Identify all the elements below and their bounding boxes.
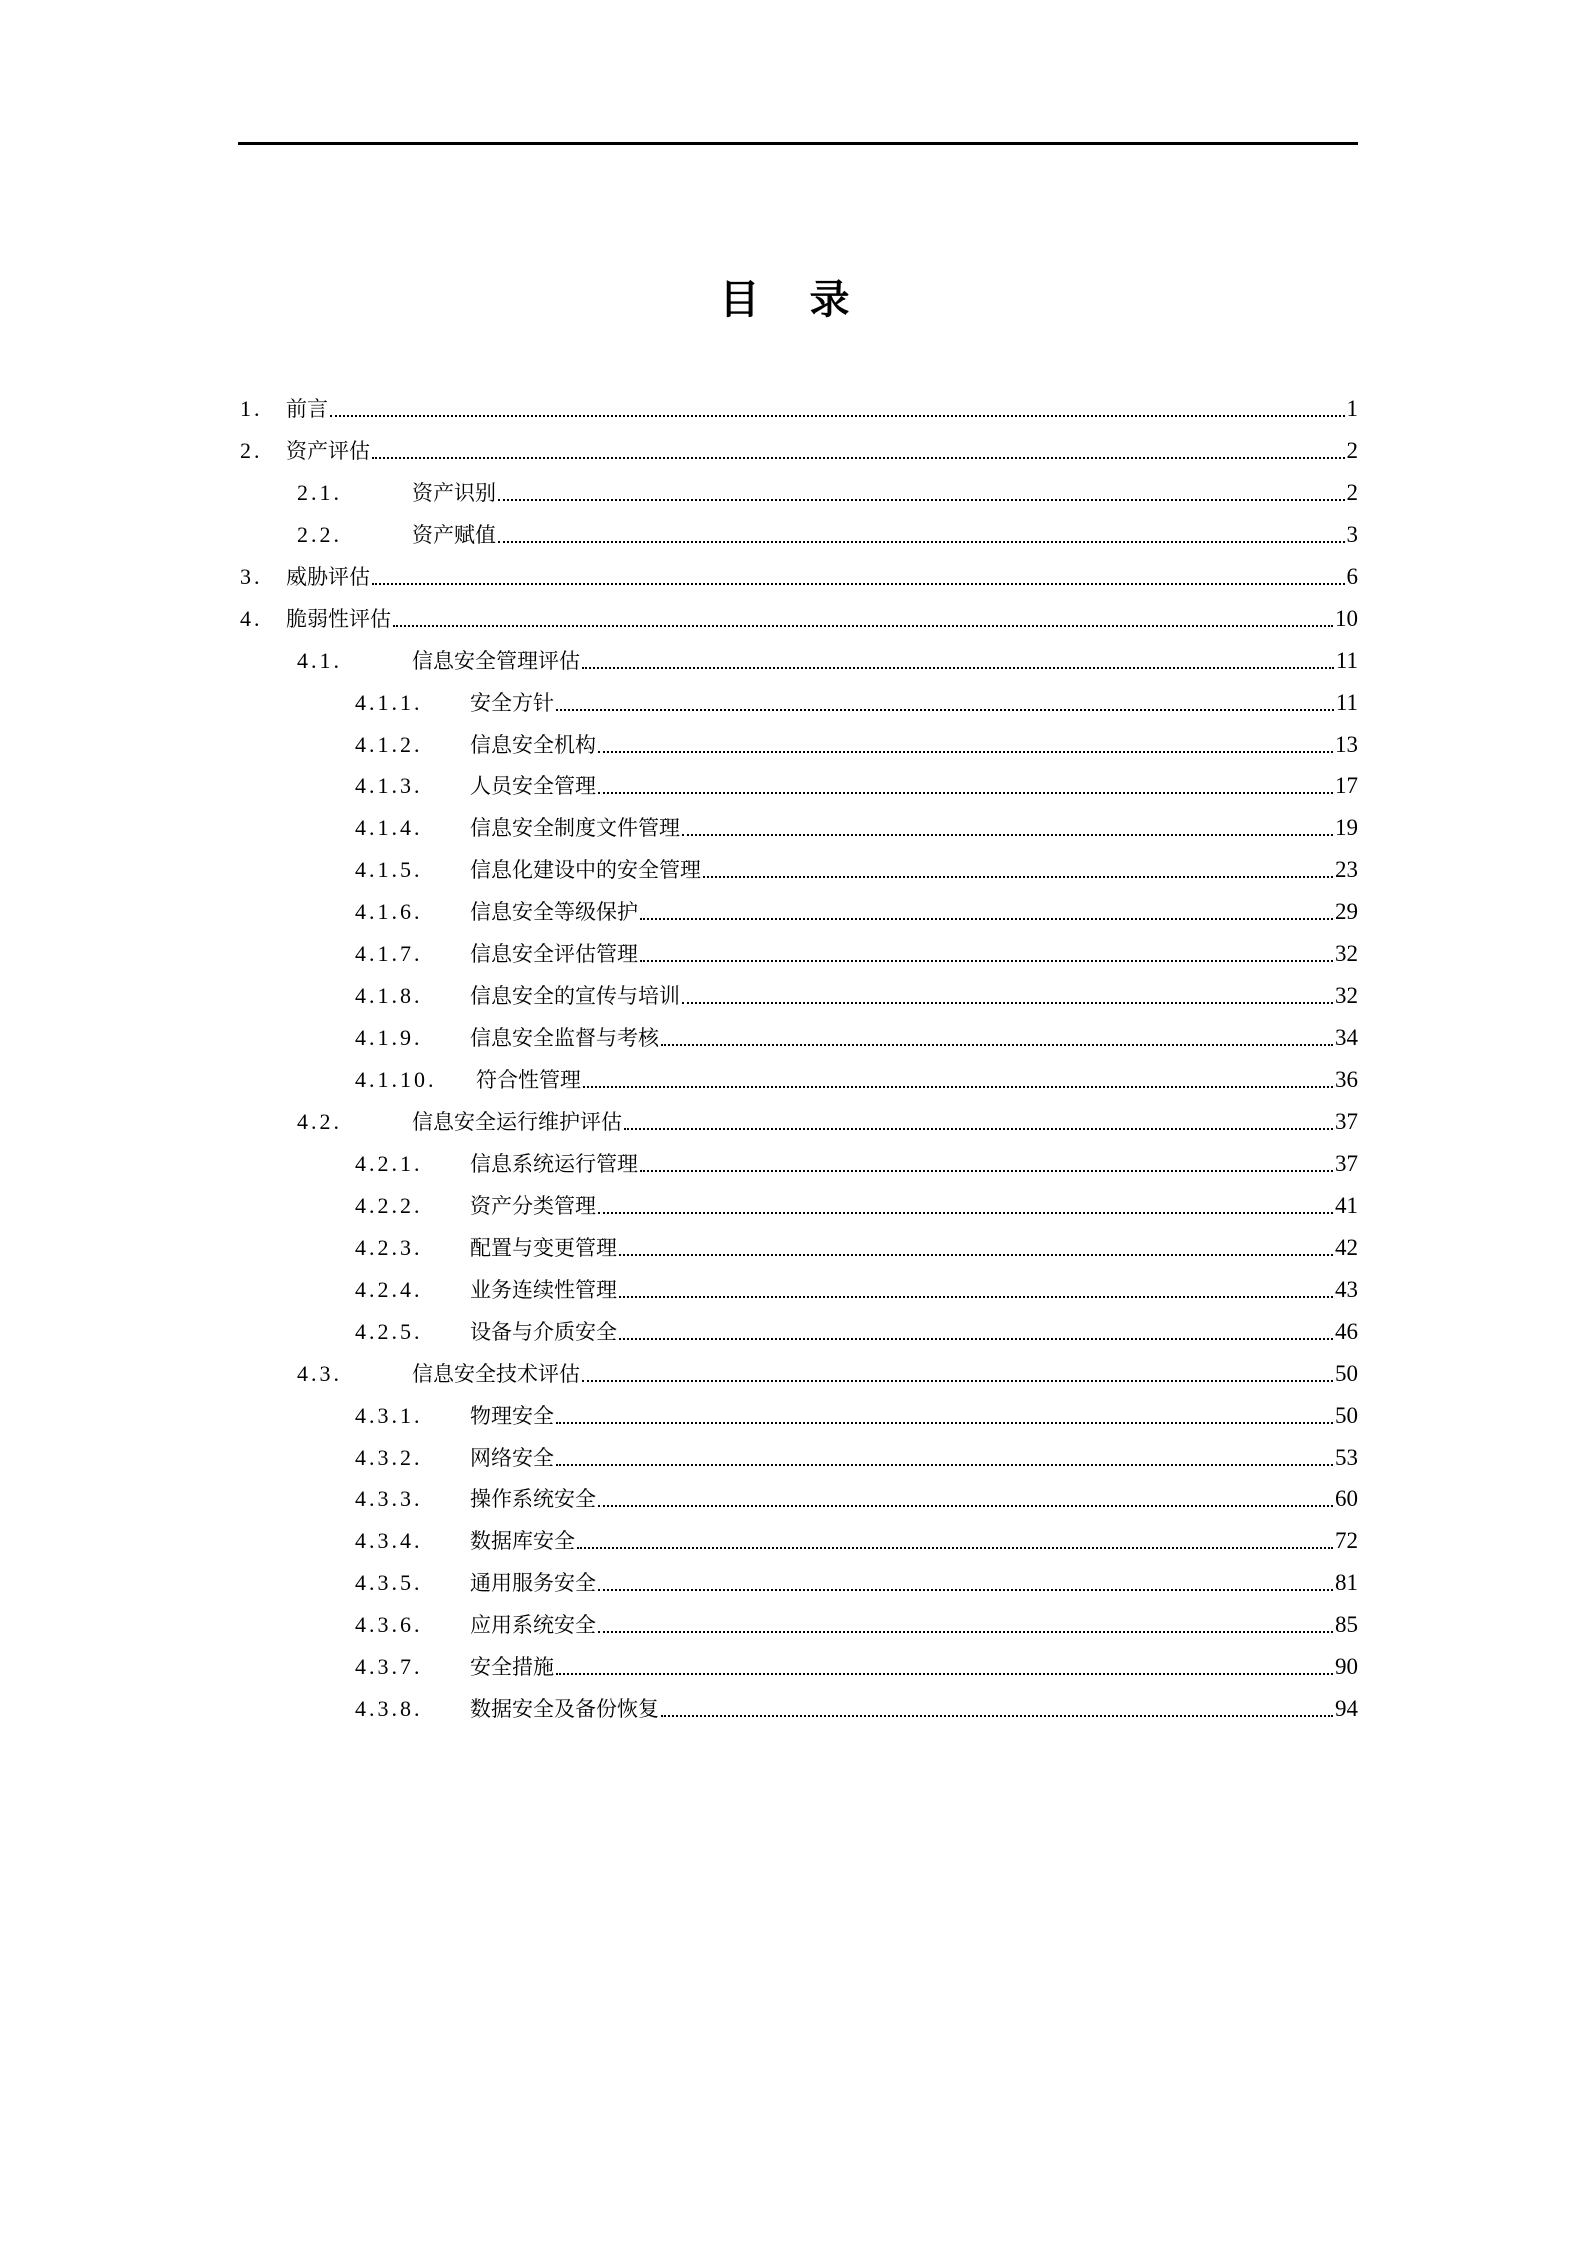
toc-dot-leader [661,1044,1333,1046]
page-title: 目 录 [719,277,868,323]
toc-entry-number: 2. [240,437,263,463]
toc-entry-page: 37 [1335,1150,1358,1176]
toc-entry-label: 威胁评估 [286,564,370,589]
toc-entry[interactable] [355,1137,1358,1179]
toc-entry-page: 85 [1335,1612,1358,1638]
toc-dot-leader [640,918,1333,920]
toc-entry-number: 4.1.4. [355,815,423,841]
toc-entry-number: 4.2.4. [355,1276,423,1302]
toc-dot-leader [598,751,1333,753]
toc-entry-label: 信息安全管理评估 [412,648,580,673]
toc-entry-label: 资产赋值 [412,522,496,547]
toc-entry[interactable] [240,424,1358,466]
toc-entry-number: 4. [240,605,263,631]
toc-entry-number: 4.3.4. [355,1528,423,1554]
toc-entry-page: 43 [1335,1276,1358,1302]
toc-entry-label: 信息系统运行管理 [470,1151,638,1176]
toc-entry[interactable] [355,718,1358,760]
toc-entry-number: 4.3.1. [355,1402,423,1428]
toc-dot-leader [582,1380,1333,1382]
toc-entry-label: 信息化建设中的安全管理 [470,858,701,883]
toc-entry-number: 4.3.2. [355,1444,423,1470]
toc-dot-leader [619,1296,1333,1298]
toc-entry-page: 23 [1335,857,1358,883]
toc-entry[interactable] [240,592,1358,634]
toc-entry-number: 4.2.3. [355,1234,423,1260]
toc-entry-label: 资产分类管理 [470,1193,596,1218]
toc-dot-leader [682,834,1333,836]
toc-dot-leader [703,876,1333,878]
toc-entry-page: 36 [1335,1067,1358,1093]
toc-entry-number: 4.1. [297,647,342,673]
toc-dot-leader [583,1086,1333,1088]
toc-entry-number: 4.3.8. [355,1696,423,1722]
toc-dot-leader [619,1254,1333,1256]
toc-entry-page: 50 [1335,1360,1358,1386]
toc-entry-label: 数据库安全 [470,1529,575,1554]
toc-entry-page: 17 [1335,773,1358,799]
toc-entry-label: 信息安全评估管理 [470,942,638,967]
toc-dot-leader [598,1631,1333,1633]
toc-entry[interactable] [355,1598,1358,1640]
toc-entry-number: 2.2. [297,521,342,547]
toc-dot-leader [582,667,1334,669]
toc-entry-label: 前言 [286,397,328,421]
toc-entry-number: 4.1.9. [355,1025,423,1051]
toc-entry-label: 操作系统安全 [470,1487,596,1512]
toc-dot-leader [640,960,1333,962]
toc-entry-label: 脆弱性评估 [286,606,391,631]
toc-dot-leader [598,792,1333,794]
toc-entry-page: 6 [1346,563,1358,589]
toc-dot-leader [619,1338,1333,1340]
toc-dot-leader [372,457,1345,459]
toc-entry-label: 业务连续性管理 [470,1277,617,1302]
toc-dot-leader [556,709,1334,711]
toc-entry-label: 人员安全管理 [470,774,596,799]
toc-entry-label: 信息安全制度文件管理 [470,816,680,841]
toc-entry[interactable] [355,1053,1358,1095]
toc-entry-number: 4.1.1. [355,689,423,715]
toc-entry-page: 32 [1335,941,1358,967]
toc-entry-label: 资产识别 [412,480,496,505]
toc-entry-page: 2 [1346,437,1358,463]
toc-entry-label: 信息安全技术评估 [412,1361,580,1386]
toc-entry[interactable] [355,676,1358,718]
toc-entry[interactable] [355,1011,1358,1053]
toc-entry[interactable] [355,885,1358,927]
toc-entry[interactable] [355,1305,1358,1347]
toc-dot-leader [624,1128,1333,1130]
toc-entry-number: 4.1.10. [355,1067,437,1093]
toc-entry[interactable] [297,1095,1358,1137]
toc-entry-label: 配置与变更管理 [470,1235,617,1260]
toc-entry[interactable] [355,1514,1358,1556]
toc-entry-label: 信息安全等级保护 [470,900,638,925]
toc-dot-leader [598,1505,1333,1507]
toc-entry-page: 72 [1335,1528,1358,1554]
toc-entry-number: 4.1.6. [355,899,423,925]
toc-entry[interactable] [297,634,1358,676]
toc-entry-label: 应用系统安全 [470,1613,596,1638]
toc-entry[interactable] [355,927,1358,969]
toc-entry[interactable] [240,550,1358,592]
toc-entry-page: 53 [1335,1444,1358,1470]
toc-entry[interactable] [355,1431,1358,1473]
toc-entry[interactable] [297,466,1358,508]
toc-entry-number: 4.1.7. [355,941,423,967]
toc-entry-page: 90 [1335,1654,1358,1680]
toc-entry-page: 2 [1346,479,1358,505]
toc-entry-page: 13 [1335,731,1358,757]
toc-dot-leader [372,583,1345,585]
toc-entry-label: 网络安全 [470,1445,554,1470]
toc-entry-number: 3. [240,563,263,589]
toc-entry-page: 11 [1335,689,1358,715]
toc-dot-leader [598,1212,1333,1214]
toc-entry-number: 4.2.2. [355,1192,423,1218]
toc-entry-label: 符合性管理 [476,1068,581,1093]
toc-entry-number: 4.3.3. [355,1486,423,1512]
toc-entry[interactable] [240,382,1358,424]
toc-entry[interactable] [355,759,1358,801]
toc-dot-leader [640,1170,1333,1172]
toc-entry-label: 安全措施 [470,1655,554,1680]
toc-dot-leader [498,499,1345,501]
toc-dot-leader [556,1673,1333,1675]
toc-entry[interactable] [355,1263,1358,1305]
toc-entry[interactable] [355,1472,1358,1514]
toc-entry-page: 19 [1335,815,1358,841]
toc-entry-label: 安全方针 [470,690,554,715]
toc-entry-number: 2.1. [297,479,342,505]
toc-entry-number: 4.3.6. [355,1612,423,1638]
toc-entry-number: 4.1.3. [355,773,423,799]
toc-entry-page: 60 [1335,1486,1358,1512]
toc-entry-number: 4.1.8. [355,983,423,1009]
toc-entry[interactable] [355,1556,1358,1598]
toc-entry-number: 4.3. [297,1360,342,1386]
toc-entry-number: 4.2.1. [355,1150,423,1176]
toc-entry-number: 4.1.5. [355,857,423,883]
toc-entry-page: 94 [1335,1696,1358,1722]
toc-dot-leader [577,1547,1333,1549]
toc-entry-page: 37 [1335,1108,1358,1134]
toc-entry-number: 4.3.7. [355,1654,423,1680]
toc-entry-label: 资产评估 [286,438,370,463]
toc-entry[interactable] [355,969,1358,1011]
toc-entry-page: 41 [1335,1192,1358,1218]
toc-dot-leader [498,541,1345,543]
toc-entry-page: 10 [1335,605,1358,631]
toc-entry[interactable] [355,1221,1358,1263]
toc-entry[interactable] [355,1640,1358,1682]
toc-entry-label: 信息安全运行维护评估 [412,1109,622,1134]
toc-entry-page: 11 [1335,647,1358,673]
toc-entry-page: 32 [1335,983,1358,1009]
toc-entry-label: 物理安全 [470,1403,554,1428]
toc-entry[interactable] [355,843,1358,885]
toc-dot-leader [682,1002,1333,1004]
header-rule [238,142,1358,145]
toc-entry-number: 4.2. [297,1108,342,1134]
toc-entry-label: 信息安全机构 [470,732,596,757]
toc-entry[interactable] [355,801,1358,843]
toc-entry-label: 数据安全及备份恢复 [470,1697,659,1722]
toc-entry-page: 50 [1335,1402,1358,1428]
toc-entry-label: 通用服务安全 [470,1571,596,1596]
toc-dot-leader [556,1422,1333,1424]
toc-entry-number: 4.1.2. [355,731,423,757]
toc-entry-page: 1 [1346,396,1358,421]
toc-dot-leader [330,415,1345,417]
toc-entry-label: 设备与介质安全 [470,1319,617,1344]
toc-entry-number: 1. [240,396,263,421]
toc-entry-page: 42 [1335,1234,1358,1260]
toc-dot-leader [661,1715,1333,1717]
toc-entry[interactable] [355,1682,1358,1724]
toc-entry-page: 81 [1335,1570,1358,1596]
toc-entry-number: 4.2.5. [355,1318,423,1344]
toc-entry[interactable] [355,1389,1358,1431]
toc-entry-number: 4.3.5. [355,1570,423,1596]
toc-entry-label: 信息安全监督与考核 [470,1026,659,1051]
toc-dot-leader [556,1464,1333,1466]
toc-entry[interactable] [297,1347,1358,1389]
toc-entry-page: 3 [1346,521,1358,547]
toc-entry[interactable] [355,1179,1358,1221]
toc-entry-page: 34 [1335,1025,1358,1051]
toc-entry-page: 46 [1335,1318,1358,1344]
toc-entry[interactable] [297,508,1358,550]
toc-dot-leader [393,625,1333,627]
toc-entry-label: 信息安全的宣传与培训 [470,984,680,1009]
toc-entry-page: 29 [1335,899,1358,925]
toc-dot-leader [598,1589,1333,1591]
